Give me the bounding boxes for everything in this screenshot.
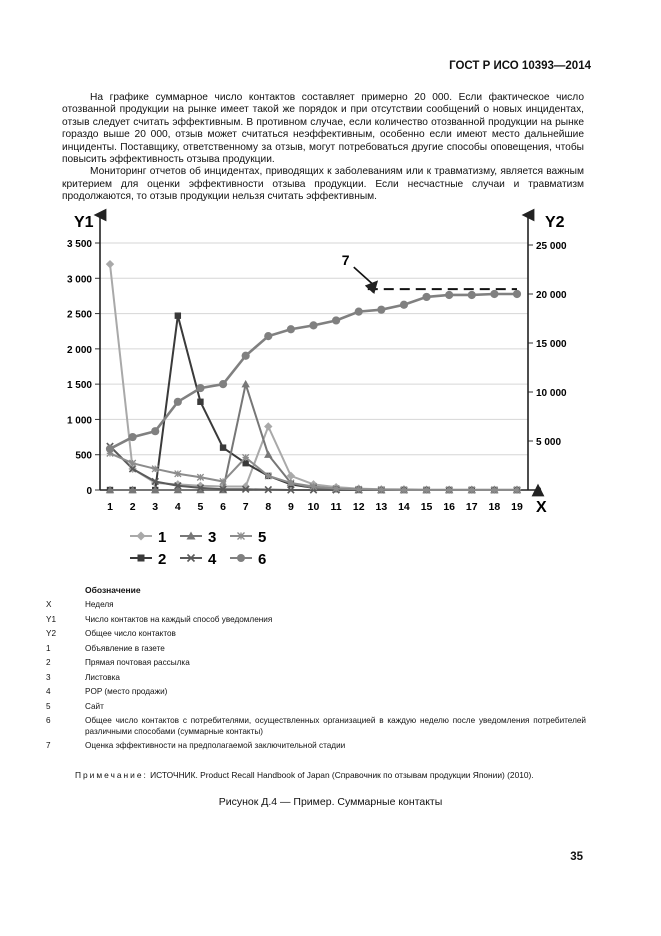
x-tick-label: 7 xyxy=(242,501,249,513)
note-text: ИСТОЧНИК. Product Recall Handbook of Japan (Справочник по отзывам продукции Японии) (2010). xyxy=(150,770,534,780)
data-point xyxy=(129,433,137,441)
data-point xyxy=(264,332,272,340)
y1-tick-label: 3 500 xyxy=(66,239,92,250)
data-point xyxy=(197,399,203,405)
data-point xyxy=(220,478,226,484)
cumulative-contacts-chart xyxy=(0,205,661,580)
y2-tick-label: 15 000 xyxy=(536,339,567,350)
legend-row xyxy=(46,658,586,669)
y1-tick-label: 3 000 xyxy=(66,274,92,286)
x-tick-label: 11 xyxy=(330,501,342,513)
data-point xyxy=(288,480,294,486)
legend-row xyxy=(46,644,586,655)
legend-description: Прямая почтовая рассылка xyxy=(85,658,190,667)
x-tick-label: 14 xyxy=(398,501,410,513)
legend-key: 5 xyxy=(46,701,51,711)
note xyxy=(75,770,534,780)
data-point xyxy=(129,460,135,466)
data-point xyxy=(106,445,114,453)
x-tick-label: 2 xyxy=(129,501,136,513)
data-point xyxy=(378,486,384,492)
data-point xyxy=(491,487,497,493)
legend-list xyxy=(46,600,586,756)
data-point xyxy=(151,427,159,435)
data-point xyxy=(175,471,181,477)
legend-description: Листовка xyxy=(85,672,120,682)
document-header: ГОСТ Р ИСО 10393—2014 xyxy=(449,60,591,72)
x-tick-label: 13 xyxy=(375,501,388,513)
data-point xyxy=(174,398,182,406)
data-point xyxy=(106,260,114,268)
y1-tick-label: 2 500 xyxy=(66,309,92,321)
legend-row xyxy=(46,741,586,752)
data-point xyxy=(309,321,317,329)
x-tick-label: 8 xyxy=(265,501,272,513)
paragraph-1: На графике суммарное число контактов составляет примерно 20 000. Если фактическое число отозванной продукции на рынке имеет такой же порядок и при отсутствии сообщений о новых инцидентах, отзыв следует считать эффективным. В противном случае, если количество отозванной продукции на рынке гораздо выше 20 000, отзыв может считаться неэффективным, особенно если имеют место дальнейшие инциденты. Поставщику, ответственному за отзыв, могут потребоваться другие способы оповещения, чтобы повысить эффективность отзыва продукции. xyxy=(62,92,584,166)
legend-key: 7 xyxy=(46,741,51,750)
data-point xyxy=(446,487,452,493)
x-tick-label: 4 xyxy=(174,501,181,513)
x-tick-label: 5 xyxy=(197,501,204,513)
data-point xyxy=(264,422,272,430)
data-point xyxy=(332,316,340,324)
data-point xyxy=(310,483,316,489)
data-point xyxy=(333,485,339,491)
x-tick-label: 1 xyxy=(107,501,113,513)
data-point xyxy=(513,290,521,298)
legend-key: 4 xyxy=(46,687,51,696)
data-point xyxy=(242,352,250,360)
x-tick-label: 6 xyxy=(220,501,226,513)
data-point xyxy=(175,312,181,318)
legend-description: Общее число контактов с потребителями, осуществленных организацией в каждую неделю после уведомления потребителей различными способами (суммарные контакты) xyxy=(85,716,586,736)
y2-tick-label: 20 000 xyxy=(536,290,567,301)
y2-tick-label: 5 000 xyxy=(536,437,562,448)
data-point xyxy=(423,487,429,493)
data-point xyxy=(469,487,475,493)
series-line-1 xyxy=(110,264,517,489)
legend-title: Обозначение xyxy=(85,585,141,595)
legend-description: Общее число контактов xyxy=(85,629,176,638)
legend-description: Оценка эффективности на предполагаемой заключительной стадии xyxy=(85,741,346,750)
y1-tick-label: 500 xyxy=(75,450,92,462)
x-tick-label: 17 xyxy=(465,501,478,513)
legend-key: Y1 xyxy=(46,614,57,624)
x-tick-label: 16 xyxy=(443,501,456,513)
legend-row xyxy=(46,629,586,640)
data-point xyxy=(401,487,407,493)
legend-description: Сайт xyxy=(85,701,104,711)
legend-number-5: 5 xyxy=(258,529,267,546)
data-point xyxy=(138,555,145,562)
paragraph-2: Мониторинг отчетов об инцидентах, приводящих к заболеваниям или к травматизму, является важным критерием для оценки эффективности отзыва продукции. Если несчастные случаи и травматизм продолжаются, то отзыв продукции нельзя считать эффективным. xyxy=(62,166,584,203)
data-point xyxy=(490,290,498,298)
legend-number-6: 6 xyxy=(258,551,267,568)
legend-row xyxy=(46,702,586,713)
data-point xyxy=(197,474,203,480)
data-point xyxy=(468,291,476,299)
y1-axis-label: Y1 xyxy=(74,214,94,231)
series-line-3 xyxy=(110,384,517,490)
legend-number-2: 2 xyxy=(158,551,167,568)
data-point xyxy=(356,486,362,492)
data-point xyxy=(242,454,248,460)
y2-tick-label: 10 000 xyxy=(536,388,567,399)
series-line-2 xyxy=(110,316,517,490)
x-axis-label: X xyxy=(536,499,547,516)
target-arrow xyxy=(354,267,374,285)
y2-tick-label: 0 xyxy=(536,486,542,497)
legend-number-1: 1 xyxy=(158,529,167,546)
legend-description: Объявление в газете xyxy=(85,643,165,653)
page-number: 35 xyxy=(570,851,583,863)
y1-tick-label: 2 000 xyxy=(66,344,92,356)
x-tick-label: 3 xyxy=(152,501,159,513)
x-tick-label: 12 xyxy=(352,501,365,513)
target-label: 7 xyxy=(341,252,350,269)
legend-description: Неделя xyxy=(85,600,114,609)
data-point xyxy=(137,532,146,541)
data-point xyxy=(196,384,204,392)
data-point xyxy=(377,306,385,314)
legend-row xyxy=(46,687,586,698)
data-point xyxy=(152,466,158,472)
legend-key: 6 xyxy=(46,716,51,725)
data-point xyxy=(237,554,245,562)
legend-number-4: 4 xyxy=(208,551,217,568)
note-label: Примечание: xyxy=(75,770,148,780)
legend-row xyxy=(46,673,586,684)
data-point xyxy=(400,301,408,309)
data-point xyxy=(287,325,295,333)
legend-number-3: 3 xyxy=(208,529,217,546)
legend-key: 2 xyxy=(46,658,51,667)
data-point xyxy=(219,380,227,388)
data-point xyxy=(445,291,453,299)
data-point xyxy=(265,473,271,479)
x-tick-label: 10 xyxy=(307,501,320,513)
legend-row xyxy=(46,615,586,626)
y1-tick-label: 0 xyxy=(86,486,92,497)
legend-row xyxy=(46,716,586,737)
y2-tick-label: 25 000 xyxy=(536,241,567,252)
data-point xyxy=(514,487,520,493)
data-point xyxy=(238,533,245,540)
y2-axis-label: Y2 xyxy=(545,214,565,231)
data-point xyxy=(422,293,430,301)
x-tick-label: 18 xyxy=(488,501,501,513)
legend-key: 3 xyxy=(46,672,51,682)
legend-row xyxy=(46,600,586,611)
x-tick-label: 9 xyxy=(287,501,294,513)
legend-key: 1 xyxy=(46,643,51,653)
data-point xyxy=(355,308,363,316)
legend-key: X xyxy=(46,600,52,609)
y1-tick-label: 1 500 xyxy=(66,380,92,392)
body-text xyxy=(62,92,584,204)
y1-tick-label: 1 000 xyxy=(66,415,92,427)
legend-key: Y2 xyxy=(46,629,57,638)
x-tick-label: 15 xyxy=(420,501,433,513)
x-tick-label: 19 xyxy=(511,501,523,513)
figure-caption: Рисунок Д.4 — Пример. Суммарные контакты xyxy=(218,796,443,808)
legend-description: Число контактов на каждый способ уведомления xyxy=(85,614,273,624)
legend-description: POP (место продажи) xyxy=(85,687,168,696)
data-point xyxy=(220,444,226,450)
